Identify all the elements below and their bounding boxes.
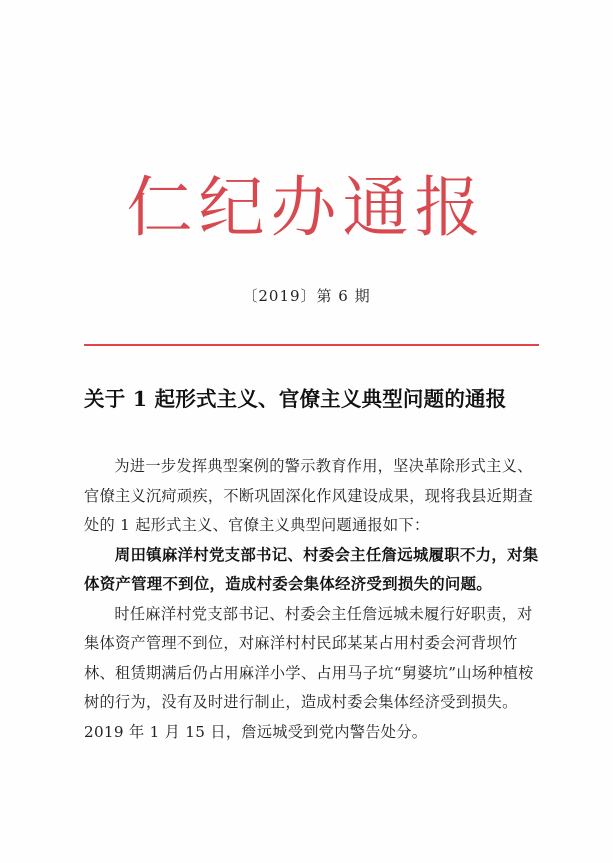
case-detail-paragraph: 时任麻洋村党支部书记、村委会主任詹远城未履行好职责，对集体资产管理不到位，对麻洋村村民邱某某占用村委会河背坝竹林、租赁期满后仍占用麻洋小学、占用马子坑“舅婆坑”山场种植桉树的行为，没有及时进行制止，造成村委会集体经济受到损失。2019 年 1 月 15 日，詹远城受到党内警告处分。 [84, 604, 534, 741]
issue-number: 〔2019〕第 6 期 [242, 287, 371, 305]
masthead-title: 仁纪办通报 [126, 169, 487, 246]
document-title: 关于 1 起形式主义、官僚主义典型问题的通报 [84, 387, 507, 411]
intro-paragraph: 为进一步发挥典型案例的警示教育作用，坚决革除形式主义、官僚主义沉疴顽疾，不断巩固深化作风建设成果，现将我县近期查处的 1 起形式主义、官僚主义典型问题通报如下： [84, 457, 534, 534]
red-divider-line [84, 344, 539, 346]
case-heading: 周田镇麻洋村党支部书记、村委会主任詹远城履职不力，对集体资产管理不到位，造成村委会集体经济受到损失的问题。 [84, 545, 539, 593]
document-body [84, 452, 544, 747]
